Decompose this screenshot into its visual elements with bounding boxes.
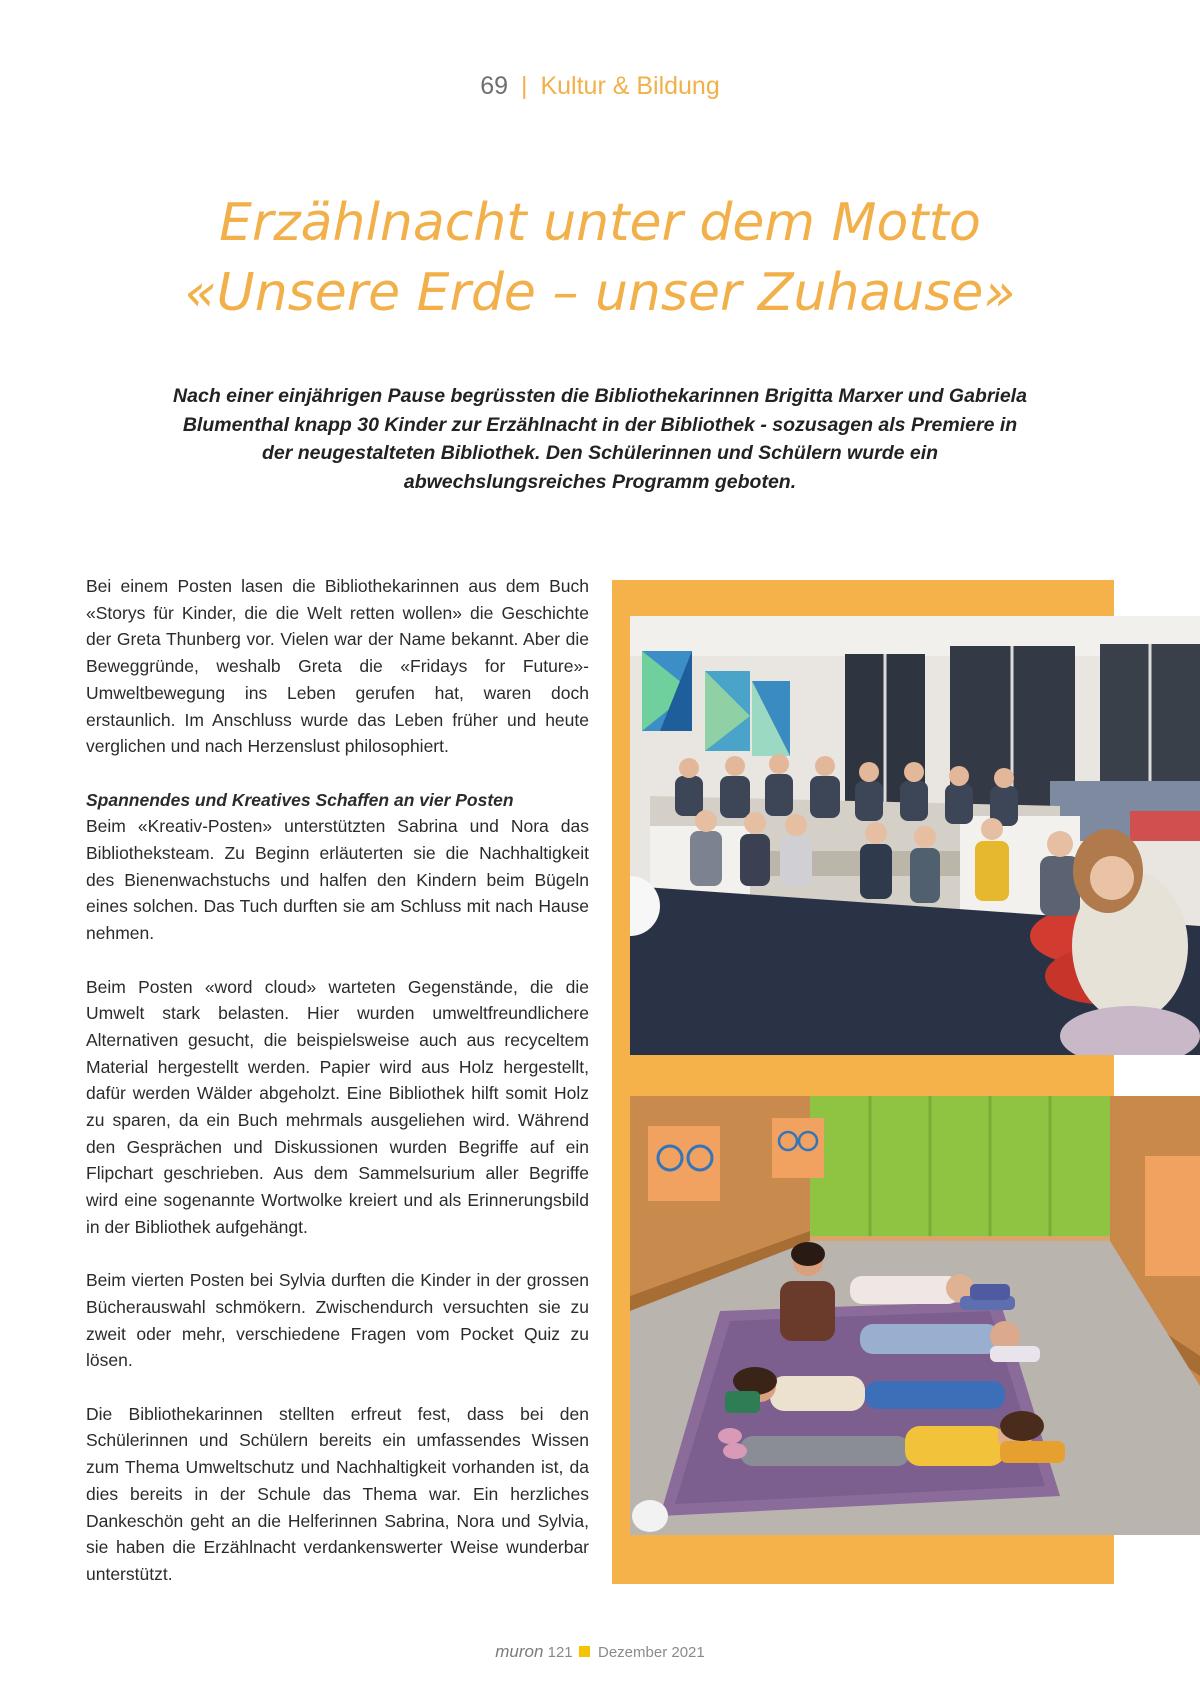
- photo-children-reading-corner: [630, 1096, 1200, 1535]
- article-title-line-1: Erzählnacht unter dem Motto: [219, 193, 981, 253]
- photo-library-storytelling-image: [630, 616, 1200, 1055]
- paragraph-4: Beim vierten Posten bei Sylvia durften die Kinder in der grossen Bücherauswahl schmökern. Zwischendurch versuchten sie zu zweit oder mehr, verschiedene Fragen vom Pocket Quiz zu lösen.: [86, 1270, 589, 1371]
- header-separator: |: [521, 72, 528, 100]
- photo-library-storytelling: [630, 616, 1200, 1055]
- photo-children-reading-corner-image: [630, 1096, 1200, 1535]
- article-title-line-2: «Unsere Erde – unser Zuhause»: [184, 263, 1016, 323]
- subheading: Spannendes und Kreatives Schaffen an vier Posten: [86, 789, 514, 810]
- paragraph-5: Die Bibliothekarinnen stellten erfreut fest, dass bei den Schülerinnen und Schülern bereits ein umfassendes Wissen zum Thema Umweltschutz und Nachhaltigkeit vorhanden ist, da dies bereits in der Schule das Thema war. Ein herzliches Dankeschön geht an die Helferinnen Sabrina, Nora und Sylvia, sie haben die Erzählnacht verdankenswerter Weise wunderbar unterstützt.: [86, 1403, 589, 1584]
- magazine-brand: muron: [495, 1642, 544, 1661]
- page-footer: [0, 1642, 1200, 1662]
- page-header: [0, 72, 1200, 101]
- paragraph-1: Bei einem Posten lasen die Bibliothekarinnen aus dem Buch «Storys für Kinder, die die Welt retten wollen» die Geschichte der Greta Thunberg vor. Vielen war der Name bekannt. Aber die Beweggründe, weshalb Greta die «Fridays for Future»-Umweltbewegung ins Leben gerufen hat, waren doch erstaunlich. Im Anschluss wurde das Leben früher und heute verglichen und nach Herzenslust philosophiert.: [86, 576, 589, 757]
- article-body: [86, 573, 589, 1614]
- article-title: [100, 188, 1100, 328]
- issue-date: Dezember 2021: [598, 1644, 705, 1661]
- section-title: Kultur & Bildung: [540, 72, 720, 100]
- paragraph-3: Beim Posten «word cloud» warteten Gegenstände, die die Umwelt stark belasten. Hier wurden umweltfreundlichere Alternativen gesucht, die beispielsweise auch aus recyceltem Material hergestellt werden. Papier wird aus Holz hergestellt, dafür werden Wälder abgeholzt. Eine Bibliothek hilft somit Holz zu sparen, da ein Buch mehrmals ausgeliehen wird. Während den Gesprächen und Diskussionen wurden Begriffe auf ein Flipchart geschrieben. Aus dem Sammelsurium aller Begriffe wird eine sogenannte Wortwolke kreiert und als Erinnerungsbild in der Bibliothek aufgehängt.: [86, 976, 589, 1237]
- page-number: 69: [480, 72, 509, 100]
- article-lead: Nach einer einjährigen Pause begrüssten die Bibliothekarinnen Brigitta Marxer und Gabriela Blumenthal knapp 30 Kinder zur Erzählnacht in der Bibliothek - sozusagen als Premiere in der neugestalteten Bibliothek. Den Schülerinnen und Schülern wurde ein abwechslungsreiches Programm geboten.: [173, 385, 1027, 493]
- paragraph-2: Beim «Kreativ-Posten» unterstützten Sabrina und Nora das Bibliotheksteam. Zu Beginn erläuterten sie die Nachhaltigkeit des Bienenwachstuchs und halfen den Kindern beim Bügeln eines solchen. Das Tuch durften sie am Schluss mit nach Hause nehmen.: [86, 816, 589, 944]
- paragraph-2-block: [86, 787, 589, 947]
- footer-square-icon: [579, 1646, 590, 1657]
- issue-number: 121: [547, 1644, 573, 1661]
